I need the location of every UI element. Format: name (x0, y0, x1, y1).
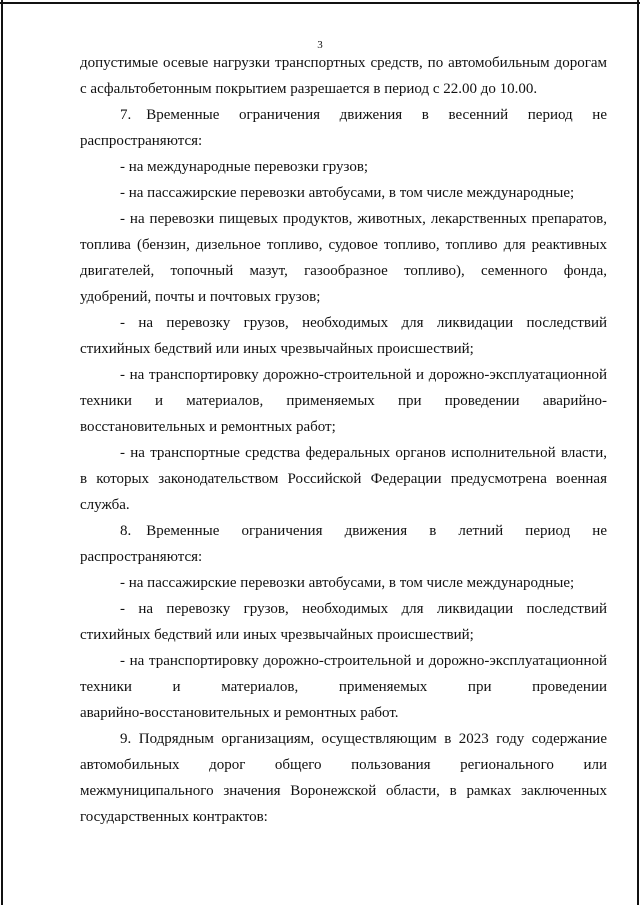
text-line: с асфальтобетонным покрытием разрешается в период с 22.00 до 10.00. (80, 81, 538, 97)
text-line: межмуниципального значения Воронежской области, в рамках заключенных (80, 783, 607, 799)
list-item: - на транспортировку дорожно-строительной и дорожно-эксплуатационной (120, 367, 607, 383)
text-line: государственных контрактов: (80, 809, 268, 825)
list-item: - на перевозку грузов, необходимых для ликвидации последствий (120, 315, 607, 331)
text-line: распространяются: (80, 549, 203, 565)
text-line: техники и материалов, применяемых при проведении аварийно- (80, 393, 607, 409)
list-item: - на пассажирские перевозки автобусами, в том числе международные; (120, 185, 575, 201)
scan-border-top (0, 2, 640, 4)
paragraph-8-heading: 8. Временные ограничения движения в летний период не (120, 523, 607, 539)
scan-border-left (1, 0, 3, 905)
list-item: - на транспортировку дорожно-строительной и дорожно-эксплуатационной (120, 653, 607, 669)
list-item: - на пассажирские перевозки автобусами, в том числе международные; (120, 575, 575, 591)
text-line: топлива (бензин, дизельное топливо, судовое топливо, топливо для реактивных (80, 237, 607, 253)
text-line: двигателей, топочный мазут, газообразное топливо), семенного фонда, (80, 263, 607, 279)
scan-border-right (637, 0, 639, 905)
text-line: стихийных бедствий или иных чрезвычайных происшествий; (80, 341, 474, 357)
page-number: 3 (317, 39, 323, 51)
text-line: допустимые осевые нагрузки транспортных средств, по автомобильным дорогам (80, 55, 607, 71)
text-line: восстановительных и ремонтных работ; (80, 419, 336, 435)
list-item: - на международные перевозки грузов; (120, 159, 369, 175)
document-body (80, 50, 607, 830)
text-line: служба. (80, 497, 130, 513)
paragraph-9-heading: 9. Подрядным организациям, осуществляющим в 2023 году содержание (120, 731, 607, 747)
list-item: - на перевозки пищевых продуктов, животных, лекарственных препаратов, (120, 211, 607, 227)
text-line: автомобильных дорог общего пользования регионального или (80, 757, 607, 773)
text-line: удобрений, почты и почтовых грузов; (80, 289, 321, 305)
text-line: стихийных бедствий или иных чрезвычайных происшествий; (80, 627, 474, 643)
list-item: - на транспортные средства федеральных органов исполнительной власти, (120, 445, 607, 461)
text-line: распространяются: (80, 133, 203, 149)
text-line: в которых законодательством Российской Федерации предусмотрена военная (80, 471, 607, 487)
list-item: - на перевозку грузов, необходимых для ликвидации последствий (120, 601, 607, 617)
text-line: аварийно-восстановительных и ремонтных работ. (80, 705, 399, 721)
text-line: техники и материалов, применяемых при проведении (80, 679, 607, 695)
paragraph-7-heading: 7. Временные ограничения движения в весенний период не (120, 107, 607, 123)
